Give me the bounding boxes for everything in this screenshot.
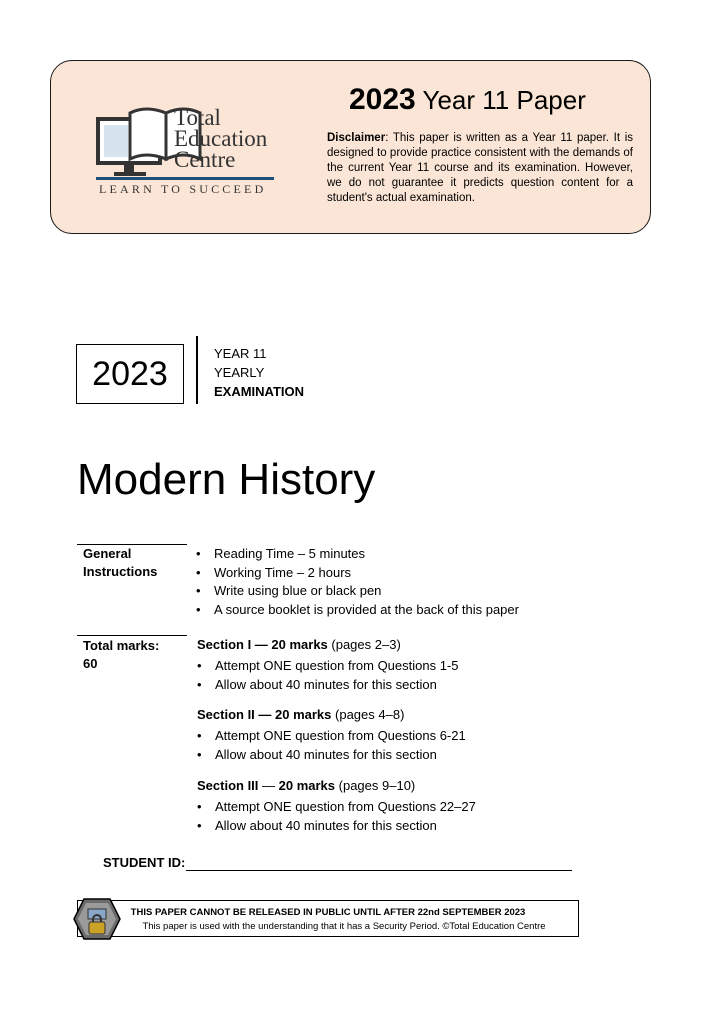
list-item: • Reading Time – 5 minutes <box>196 545 519 564</box>
exam-line-3: EXAMINATION <box>214 384 305 399</box>
disclaimer <box>327 131 633 206</box>
section-2-heading: Section II — 20 marks (pages 4–8) <box>197 707 405 722</box>
exam-year-box: 2023 <box>76 344 184 404</box>
section-1-list <box>197 657 459 694</box>
padlock-security-icon <box>72 897 122 941</box>
marks-rule <box>77 635 187 636</box>
header-banner <box>50 60 651 234</box>
exam-line-1: YEAR 11 <box>214 346 267 361</box>
disclaimer-label: Disclaimer <box>327 132 386 144</box>
list-item: • Allow about 40 minutes for this section <box>197 746 466 765</box>
disclaimer-text: : This paper is written as a Year 11 paper. It is designed to provide practice consistent with the demands of the current Year 11 course and its examination. However, we do not guarantee it predicts question content for a student's actual examination. <box>327 132 633 204</box>
section-1-heading: Section I — 20 marks (pages 2–3) <box>197 637 401 652</box>
release-notice: THIS PAPER CANNOT BE RELEASED IN PUBLIC UNTIL AFTER 22nd SEPTEMBER 2023 <box>130 907 526 918</box>
section-2-list <box>197 727 466 764</box>
list-item: • Working Time – 2 hours <box>196 564 519 583</box>
exam-type <box>214 344 304 401</box>
list-item: • Write using blue or black pen <box>196 582 519 601</box>
paper-title <box>349 83 586 117</box>
logo-rule <box>96 177 274 180</box>
total-marks-label: Total marks: 60 <box>83 638 160 671</box>
divider-vertical <box>196 336 198 404</box>
paper-title-year: 2023 <box>349 83 416 116</box>
section-3-heading: Section III — 20 marks (pages 9–10) <box>197 778 416 793</box>
list-item: • Allow about 40 minutes for this section <box>197 817 476 836</box>
paper-title-rest: Year 11 Paper <box>422 85 586 115</box>
student-id-field[interactable] <box>186 870 572 871</box>
section-3-list <box>197 798 476 835</box>
exam-line-2: YEARLY <box>214 365 265 380</box>
list-item: • Allow about 40 minutes for this section <box>197 676 459 695</box>
security-footer <box>77 900 579 937</box>
list-item: • Attempt ONE question from Questions 1-5 <box>197 657 459 676</box>
student-id-label: STUDENT ID: <box>103 855 186 870</box>
general-instructions-label: General Instructions <box>83 546 158 579</box>
list-item: • A source booklet is provided at the back of this paper <box>196 601 519 620</box>
instructions-list <box>196 545 519 619</box>
security-notice: This paper is used with the understanding that it has a Security Period. ©Total Education Centre <box>142 921 546 932</box>
logo-wordmark: Total Education Centre <box>174 105 268 172</box>
list-item: • Attempt ONE question from Questions 6-21 <box>197 727 466 746</box>
list-item: • Attempt ONE question from Questions 22–27 <box>197 798 476 817</box>
subject-title: Modern History <box>77 455 376 504</box>
logo-tagline: LEARN TO SUCCEED <box>99 182 267 196</box>
